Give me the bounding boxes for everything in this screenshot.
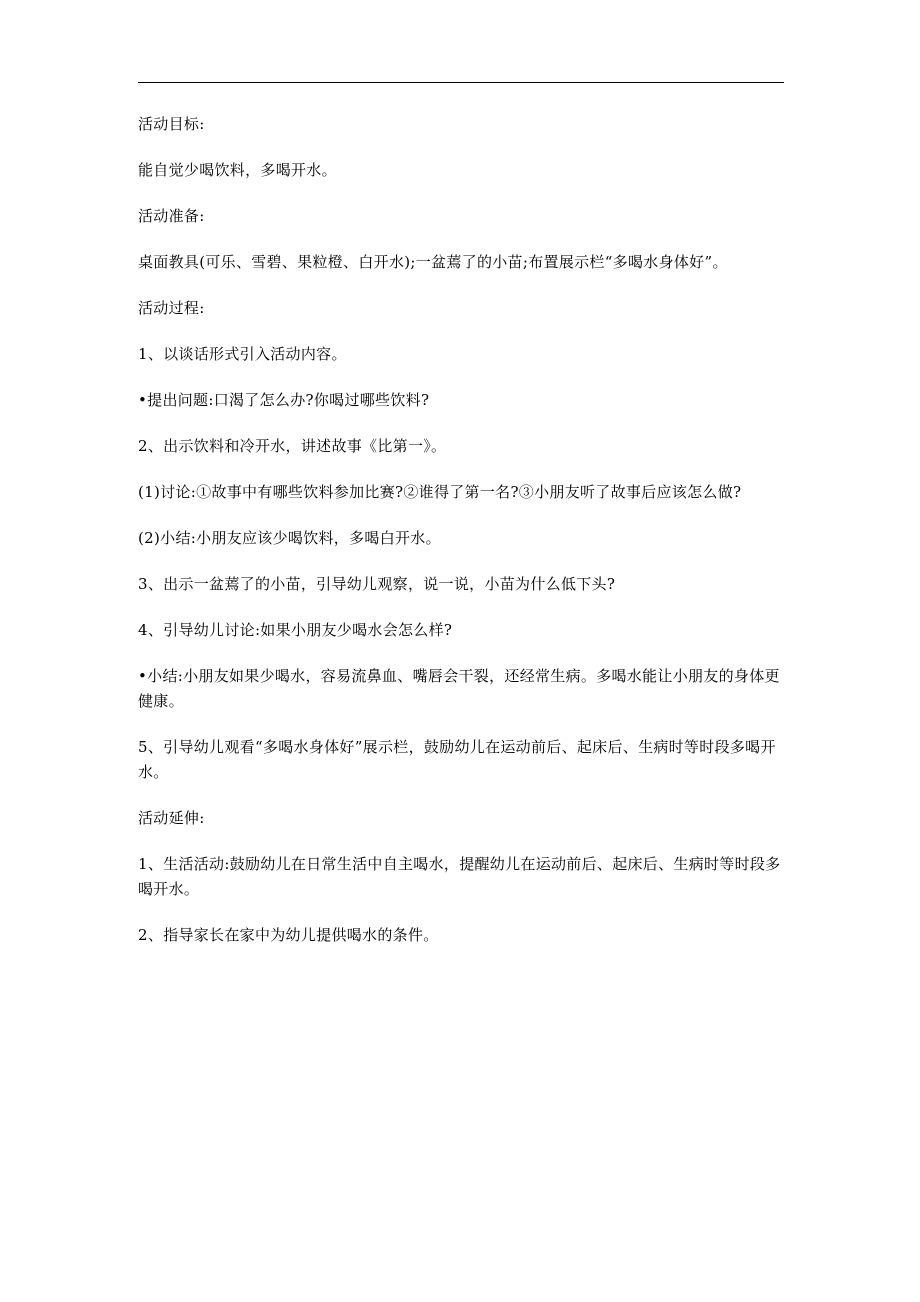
extension-item-1: 1、生活活动:鼓励幼儿在日常生活中自主喝水，提醒幼儿在运动前后、起床后、生病时等时段多喝开水。	[138, 855, 781, 898]
extension-item-2: 2、指导家长在家中为幼儿提供喝水的条件。	[138, 926, 439, 944]
header-rule	[138, 82, 784, 83]
process-step-4-summary: •小结:小朋友如果少喝水，容易流鼻血、嘴唇会干裂，还经常生病。多喝水能让小朋友的身体更健康。	[138, 667, 780, 710]
process-step-2: 2、出示饮料和冷开水，讲述故事《比第一》。	[138, 437, 447, 455]
process-step-3: 3、出示一盆蔫了的小苗，引导幼儿观察，说一说，小苗为什么低下头?	[138, 575, 616, 593]
heading-activity-goal: 活动目标:	[138, 115, 205, 133]
process-step-1: 1、以谈话形式引入活动内容。	[138, 345, 347, 363]
heading-activity-preparation: 活动准备:	[138, 207, 205, 225]
heading-activity-extension: 活动延伸:	[138, 809, 205, 827]
process-step-2-summary: (2)小结:小朋友应该少喝饮料，多喝白开水。	[138, 529, 441, 547]
process-step-5: 5、引导幼儿观看“多喝水身体好”展示栏，鼓励幼儿在运动前后、起床后、生病时等时段多喝开水。	[138, 738, 776, 781]
process-step-4: 4、引导幼儿讨论:如果小朋友少喝水会怎么样?	[138, 621, 453, 639]
preparation-text: 桌面教具(可乐、雪碧、果粒橙、白开水);一盆蔫了的小苗;布置展示栏“多喝水身体好”。	[138, 253, 728, 271]
process-step-2-discussion: (1)讨论:①故事中有哪些饮料参加比赛?②谁得了第一名?③小朋友听了故事后应该怎么做?	[138, 483, 742, 501]
goal-text: 能自觉少喝饮料，多喝开水。	[138, 161, 337, 179]
process-step-1-bullet: •提出问题:口渴了怎么办?你喝过哪些饮料?	[138, 391, 430, 409]
heading-activity-process: 活动过程:	[138, 299, 205, 317]
document-body	[138, 112, 784, 969]
